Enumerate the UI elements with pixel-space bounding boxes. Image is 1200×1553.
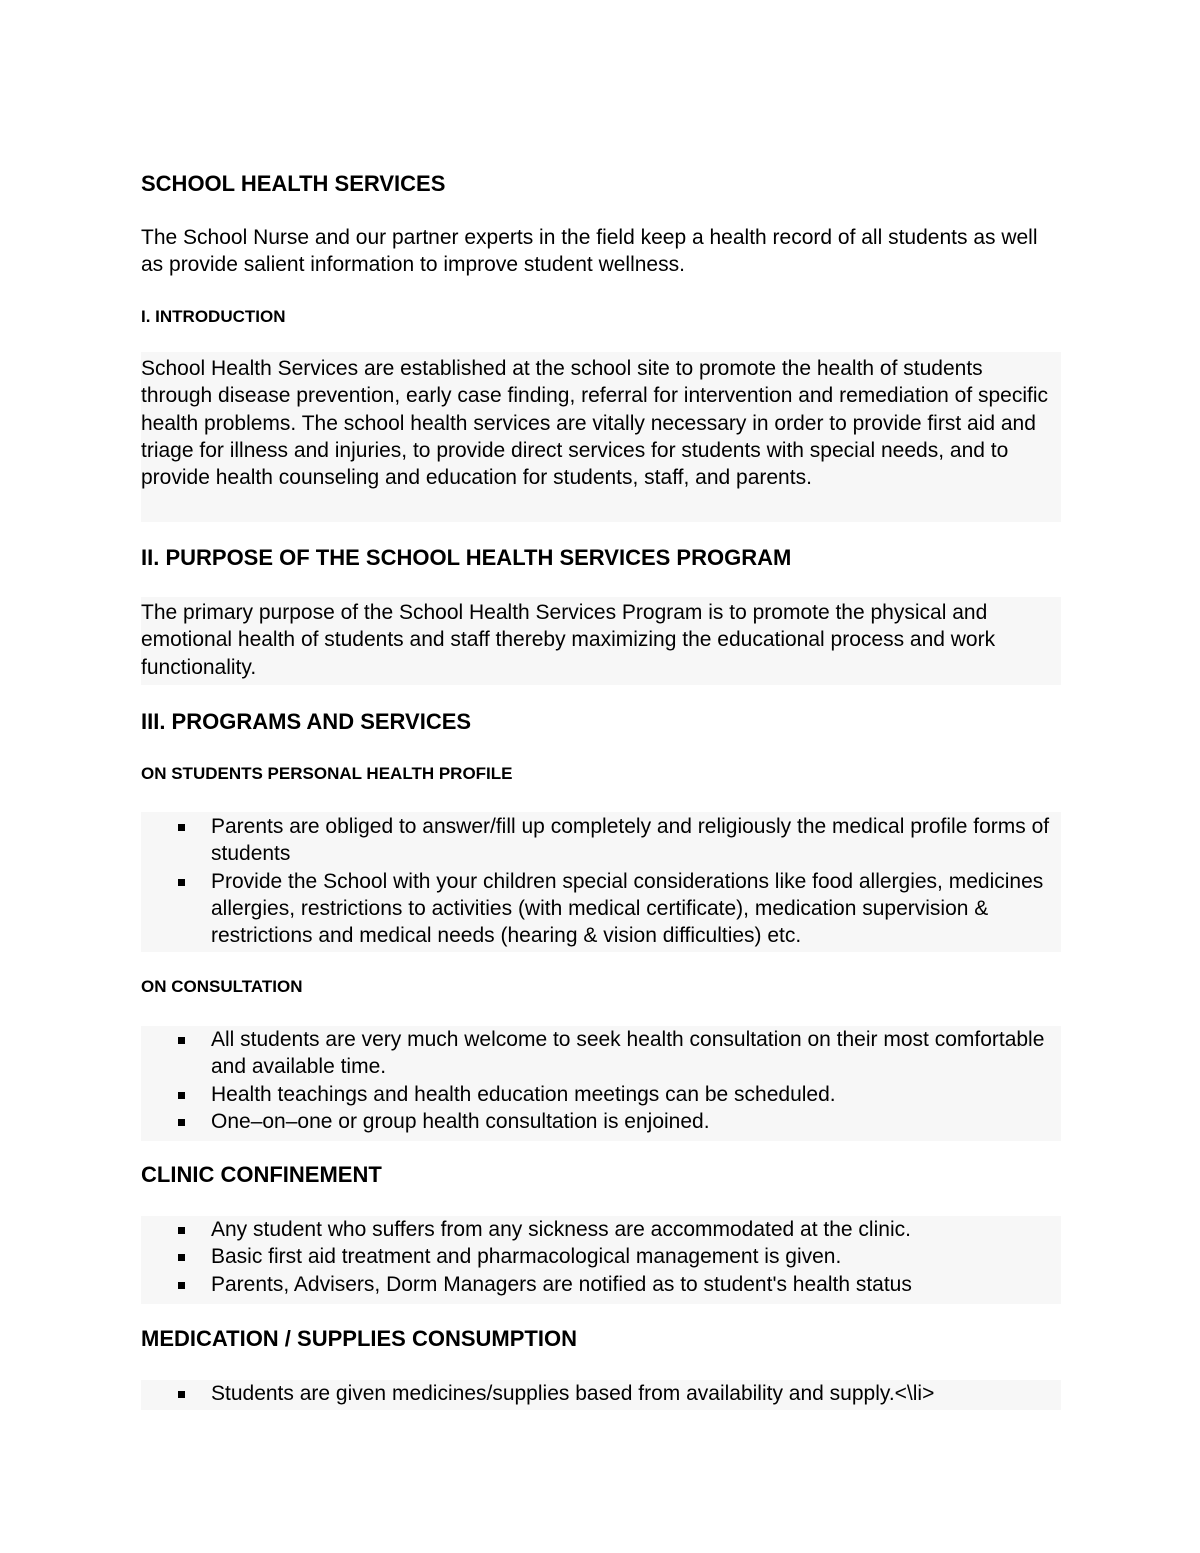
- personal-profile-list: [141, 813, 1061, 949]
- personal-profile-heading: ON STUDENTS PERSONAL HEALTH PROFILE: [141, 764, 513, 783]
- list-item-text: Students are given medicines/supplies based from availability and supply.<\li>: [211, 1382, 935, 1405]
- list-item: [141, 1380, 1056, 1407]
- consultation-heading: ON CONSULTATION: [141, 977, 303, 996]
- list-item-text: Parents are obliged to answer/fill up completely and religiously the medical profile forms of students: [211, 815, 1050, 866]
- purpose-heading: II. PURPOSE OF THE SCHOOL HEALTH SERVICES PROGRAM: [141, 545, 792, 570]
- purpose-body: The primary purpose of the School Health Services Program is to promote the physical and emotional health of students and staff thereby maximizing the educational process and work functionality.: [141, 601, 996, 679]
- clinic-heading: CLINIC CONFINEMENT: [141, 1162, 382, 1187]
- document-title: SCHOOL HEALTH SERVICES: [141, 171, 446, 196]
- bullet-icon: [178, 879, 185, 886]
- medication-heading: MEDICATION / SUPPLIES CONSUMPTION: [141, 1326, 577, 1351]
- bullet-icon: [178, 824, 185, 831]
- list-item: [141, 1081, 1056, 1108]
- list-item: [141, 1243, 1056, 1270]
- list-item: [141, 1026, 1056, 1081]
- bullet-icon: [178, 1037, 185, 1044]
- consultation-list: [141, 1026, 1061, 1135]
- bullet-icon: [178, 1391, 185, 1398]
- bullet-icon: [178, 1254, 185, 1261]
- programs-heading: III. PROGRAMS AND SERVICES: [141, 709, 472, 734]
- list-item: [141, 868, 1056, 950]
- list-item-text: One–on–one or group health consultation is enjoined.: [211, 1109, 710, 1133]
- list-item-text: All students are very much welcome to seek health consultation on their most comfortable and available time.: [211, 1028, 1045, 1079]
- list-item-text: Provide the School with your children special considerations like food allergies, medicines allergies, restrictions to activities (with medical certificate), medication supervision & restrictions and medical needs (hearing & vision difficulties) etc.: [211, 869, 1044, 948]
- introduction-heading: I. INTRODUCTION: [141, 307, 286, 326]
- list-item: [141, 1216, 1056, 1243]
- list-item-text: Any student who suffers from any sickness are accommodated at the clinic.: [211, 1218, 911, 1241]
- intro-paragraph: The School Nurse and our partner experts in the field keep a health record of all students as well as provide salient information to improve student wellness.: [141, 226, 1038, 277]
- list-item: [141, 1108, 1056, 1135]
- bullet-icon: [178, 1119, 185, 1126]
- list-item: [141, 1271, 1056, 1298]
- list-item: [141, 813, 1056, 868]
- bullet-icon: [178, 1092, 185, 1099]
- list-item-text: Health teachings and health education meetings can be scheduled.: [211, 1082, 836, 1106]
- list-item-text: Basic first aid treatment and pharmacological management is given.: [211, 1245, 842, 1269]
- clinic-list: [141, 1216, 1061, 1298]
- bullet-icon: [178, 1282, 185, 1289]
- medication-list: [141, 1380, 1061, 1407]
- bullet-icon: [178, 1227, 185, 1234]
- list-item-text: Parents, Advisers, Dorm Managers are notified as to student's health status: [211, 1272, 912, 1296]
- introduction-body: School Health Services are established at the school site to promote the health of students through disease prevention, early case finding, referral for intervention and remediation of specific health problems. The school health services are vitally necessary in order to provide first aid and triage for illness and injuries, to provide direct services for students with special needs, and to provide health counseling and education for students, staff, and parents.: [141, 357, 1049, 490]
